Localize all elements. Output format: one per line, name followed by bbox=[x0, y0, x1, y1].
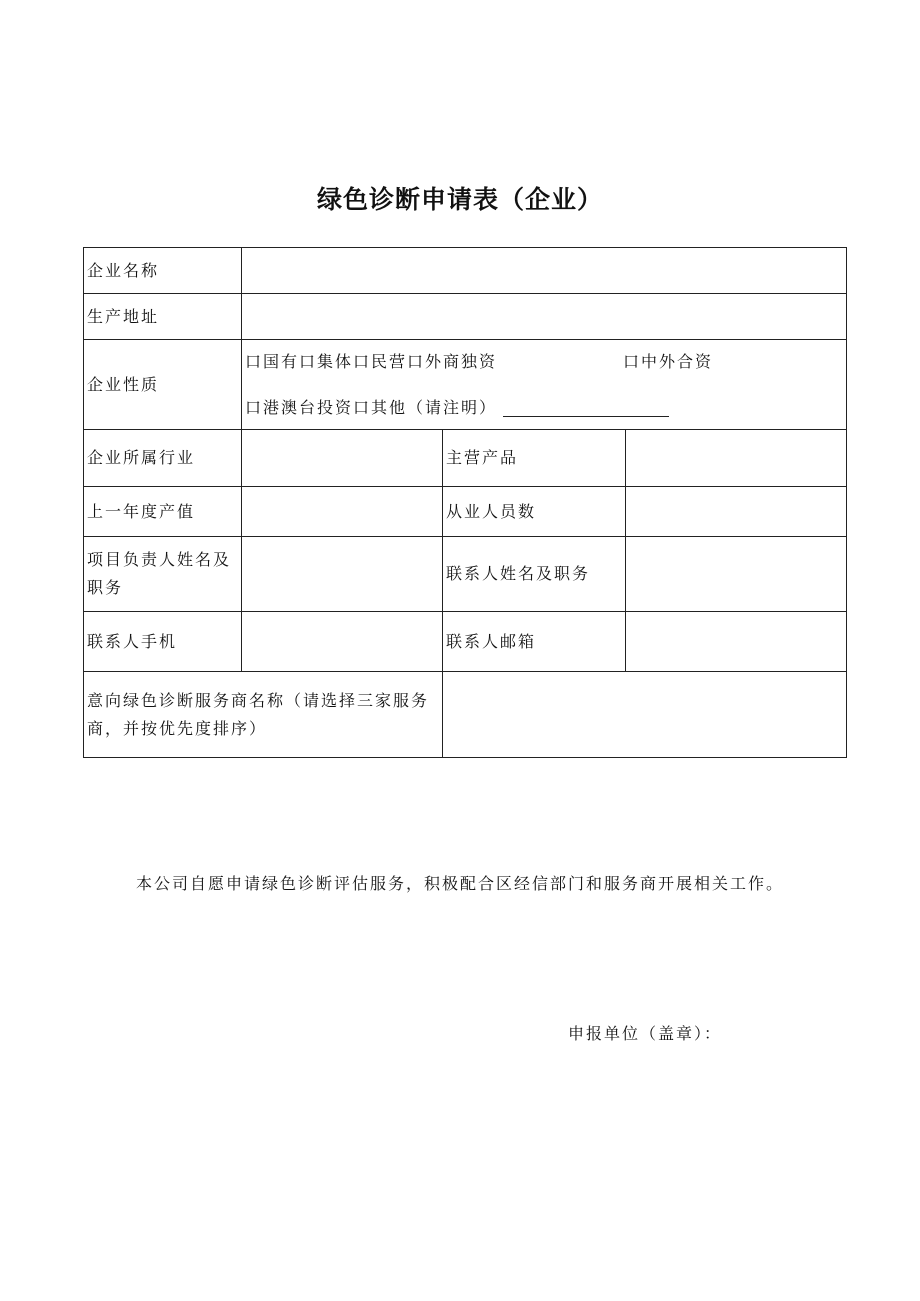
nature-options-line-1 bbox=[245, 348, 843, 376]
output-label: 上一年度产值 bbox=[84, 487, 242, 537]
company-name-label: 企业名称 bbox=[84, 248, 242, 294]
industry-label: 企业所属行业 bbox=[84, 430, 242, 487]
nature-options-line-2 bbox=[245, 394, 843, 422]
employees-field[interactable] bbox=[626, 487, 847, 537]
nature-options-group-a[interactable]: 口国有口集体口民营口外商独资 bbox=[245, 351, 498, 371]
project-lead-field[interactable] bbox=[242, 537, 443, 612]
row-industry bbox=[84, 430, 847, 487]
contact-mobile-field[interactable] bbox=[242, 612, 443, 672]
form-title: 绿色诊断申请表（企业） bbox=[316, 185, 603, 214]
row-company-name bbox=[84, 248, 847, 294]
application-form-table bbox=[83, 247, 847, 758]
nature-options-group-b[interactable]: 口港澳台投资口其他（请注明） bbox=[245, 397, 498, 417]
project-lead-label: 项目负责人姓名及职务 bbox=[84, 537, 242, 612]
contact-name-field[interactable] bbox=[626, 537, 847, 612]
row-company-nature bbox=[84, 340, 847, 430]
contact-email-field[interactable] bbox=[626, 612, 847, 672]
employees-label: 从业人员数 bbox=[443, 487, 626, 537]
contact-email-label: 联系人邮箱 bbox=[443, 612, 626, 672]
row-address bbox=[84, 294, 847, 340]
nature-option-joint-venture[interactable]: 口中外合资 bbox=[623, 351, 714, 371]
row-contact-mobile bbox=[84, 612, 847, 672]
other-specify-blank[interactable] bbox=[503, 398, 669, 417]
main-product-field[interactable] bbox=[626, 430, 847, 487]
industry-field[interactable] bbox=[242, 430, 443, 487]
contact-name-label: 联系人姓名及职务 bbox=[443, 537, 626, 612]
address-label: 生产地址 bbox=[84, 294, 242, 340]
nature-options-cell bbox=[242, 340, 847, 430]
row-provider bbox=[84, 672, 847, 758]
nature-label: 企业性质 bbox=[84, 340, 242, 430]
applicant-stamp-label: 申报单位（盖章）： bbox=[568, 1024, 723, 1043]
provider-label: 意向绿色诊断服务商名称（请选择三家服务商，并按优先度排序） bbox=[84, 672, 443, 758]
main-product-label: 主营产品 bbox=[443, 430, 626, 487]
output-field[interactable] bbox=[242, 487, 443, 537]
contact-mobile-label: 联系人手机 bbox=[84, 612, 242, 672]
row-project-lead bbox=[84, 537, 847, 612]
company-name-field[interactable] bbox=[242, 248, 847, 294]
provider-field[interactable] bbox=[443, 672, 847, 758]
row-output bbox=[84, 487, 847, 537]
address-field[interactable] bbox=[242, 294, 847, 340]
applicant-statement: 本公司自愿申请绿色诊断评估服务，积极配合区经信部门和服务商开展相关工作。 bbox=[135, 874, 784, 893]
